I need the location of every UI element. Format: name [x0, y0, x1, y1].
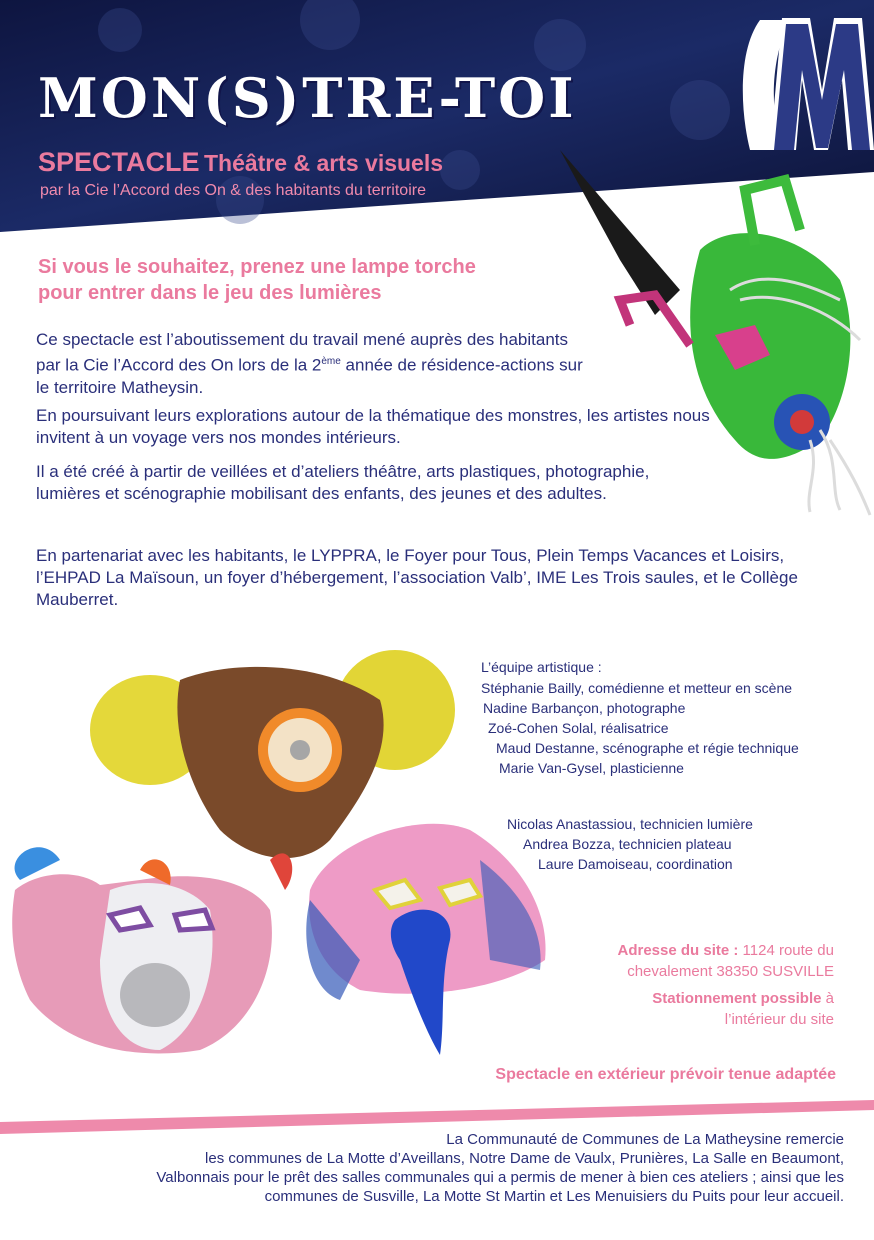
team-member: Stéphanie Bailly, comédienne et metteur en scène [481, 680, 793, 696]
team-member: Maud Destanne, scénographe et régie technique [496, 740, 799, 756]
address-label: Adresse du site : [617, 942, 739, 959]
thanks-line: les communes de La Motte d’Aveillans, Notre Dame de Vaulx, Prunières, La Salle en Beaumont, [205, 1150, 844, 1167]
subtitle-rest: Théâtre & arts visuels [203, 150, 444, 176]
flashlight-note-line1: Si vous le souhaitez, prenez une lampe torche [38, 256, 476, 278]
address-block [617, 940, 834, 982]
thanks-line: Valbonnais pour le prêt des salles communales qui a permis de mener à bien ces ateliers ; ainsi que les [156, 1169, 844, 1186]
byline: par la Cie l’Accord des On & des habitants du territoire [40, 182, 426, 199]
monster-masks-image-group [0, 630, 560, 1070]
team-member: Nadine Barbançon, photographe [483, 700, 686, 716]
technical-team-member: Nicolas Anastassiou, technicien lumière [507, 816, 753, 832]
outdoor-notice: Spectacle en extérieur prévoir tenue adaptée [495, 1066, 836, 1083]
technical-team-member: Laure Damoiseau, coordination [538, 856, 733, 872]
thanks-line: La Communauté de Communes de La Matheysine remercie [446, 1131, 844, 1148]
partners-paragraph: En partenariat avec les habitants, le LYPPRA, le Foyer pour Tous, Plein Temps Vacances et Loisirs, l’EHPAD La Maïsoun, un foyer d’hébergement, l’association Valb’, IME Les Trois saules, et le Collège Mauberret. [36, 546, 798, 609]
flashlight-note-line2: pour entrer dans le jeu des lumières [38, 282, 382, 304]
parking-label: Stationnement possible [652, 990, 822, 1007]
address-line2: chevalement 38350 SUSVILLE [627, 963, 834, 980]
subtitle [38, 147, 443, 178]
flashlight-note [38, 254, 476, 306]
description-paragraph-2: En poursuivant leurs explorations autour de la thématique des monstres, les artistes nous invitent à un voyage vers nos mondes intérieurs. [36, 406, 710, 447]
team-member: Zoé-Cohen Solal, réalisatrice [488, 720, 669, 736]
description-paragraph-1 [36, 329, 596, 399]
team-heading: L’équipe artistique : [481, 659, 602, 675]
p1-superscript: ème [321, 356, 341, 367]
parking-block [652, 988, 834, 1030]
subtitle-main: SPECTACLE [38, 147, 200, 177]
parking-line1: à [821, 990, 834, 1007]
p1-end: année de résidence-actions sur le territoire Matheysin. [36, 355, 583, 397]
team-member: Marie Van-Gysel, plasticienne [499, 760, 684, 776]
technical-team-member: Andrea Bozza, technicien plateau [523, 836, 732, 852]
page-title: MON(S)TRE-TOI [38, 66, 577, 130]
thanks-line: communes de Susville, La Motte St Martin et Les Menuisiers du Puits pour leur accueil. [264, 1188, 844, 1205]
thanks-block [4, 1130, 844, 1206]
parking-line2: l’intérieur du site [724, 1011, 834, 1028]
p1-start: Ce spectacle est l’aboutissement du travail mené auprès des habitants par la Cie l’Accord des On lors de la 2 [36, 330, 569, 375]
description-paragraph-3: Il a été créé à partir de veillées et d’ateliers théâtre, arts plastiques, photographie, lumières et scénographie mobilisant des enfants, des jeunes et des adultes. [36, 462, 650, 503]
address-line1: 1124 route du [738, 942, 834, 959]
